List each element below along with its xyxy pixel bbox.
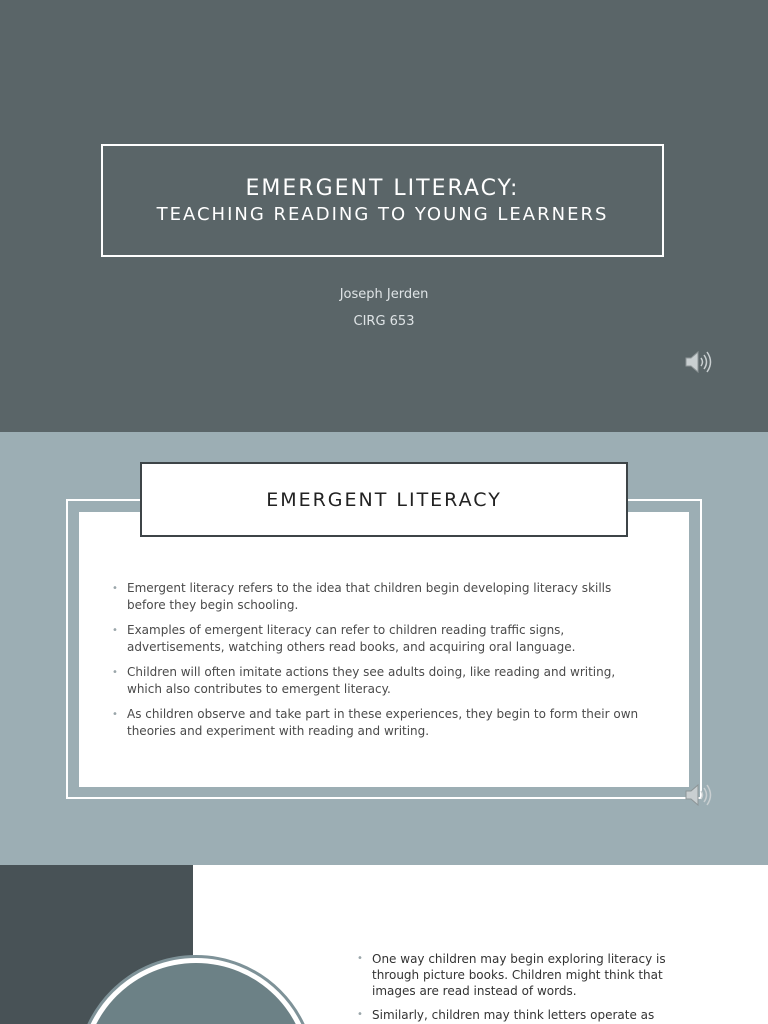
list-item-text: Children will often imitate actions they see adults doing, like reading and writing, which also contributes to emergent literacy. bbox=[127, 665, 616, 696]
list-item bbox=[112, 706, 652, 740]
presentation-subtitle: TEACHING READING TO YOUNG LEARNERS bbox=[156, 203, 609, 225]
speaker-icon[interactable] bbox=[684, 782, 712, 808]
bullet-list bbox=[112, 580, 652, 748]
slide-heading: EMERGENT LITERACY bbox=[140, 462, 628, 537]
course-code: CIRG 653 bbox=[353, 314, 415, 329]
title-box bbox=[101, 144, 664, 257]
title-slide bbox=[0, 0, 768, 432]
bullet-icon: • bbox=[112, 583, 118, 594]
list-item-text: One way children may begin exploring literacy is through picture books. Children might think that images are read instead of words. bbox=[372, 952, 666, 998]
list-item-text: Emergent literacy refers to the idea that children begin developing literacy skills before they begin schooling. bbox=[127, 581, 612, 612]
bullet-list bbox=[357, 951, 667, 1024]
bullet-icon: • bbox=[112, 667, 118, 678]
presentation-title: EMERGENT LITERACY: bbox=[245, 175, 520, 201]
bullet-icon: • bbox=[112, 625, 118, 636]
bullet-icon: • bbox=[112, 709, 118, 720]
bullet-icon: • bbox=[357, 953, 363, 964]
author-name: Joseph Jerden bbox=[339, 287, 429, 302]
list-item bbox=[112, 580, 652, 614]
picture-book-slide bbox=[0, 865, 768, 1024]
list-item bbox=[112, 664, 652, 698]
bullet-icon: • bbox=[357, 1009, 363, 1020]
content-slide bbox=[0, 432, 768, 865]
list-item-text: As children observe and take part in these experiences, they begin to form their own theories and experiment with reading and writing. bbox=[127, 707, 639, 738]
list-item-text: Examples of emergent literacy can refer to children reading traffic signs, advertisements, watching others read books, and acquiring oral language. bbox=[127, 623, 576, 654]
list-item bbox=[112, 622, 652, 656]
list-item bbox=[357, 1007, 667, 1023]
list-item bbox=[357, 951, 667, 999]
speaker-icon[interactable] bbox=[684, 349, 712, 375]
list-item-text: Similarly, children may think letters operate as bbox=[372, 1008, 655, 1022]
